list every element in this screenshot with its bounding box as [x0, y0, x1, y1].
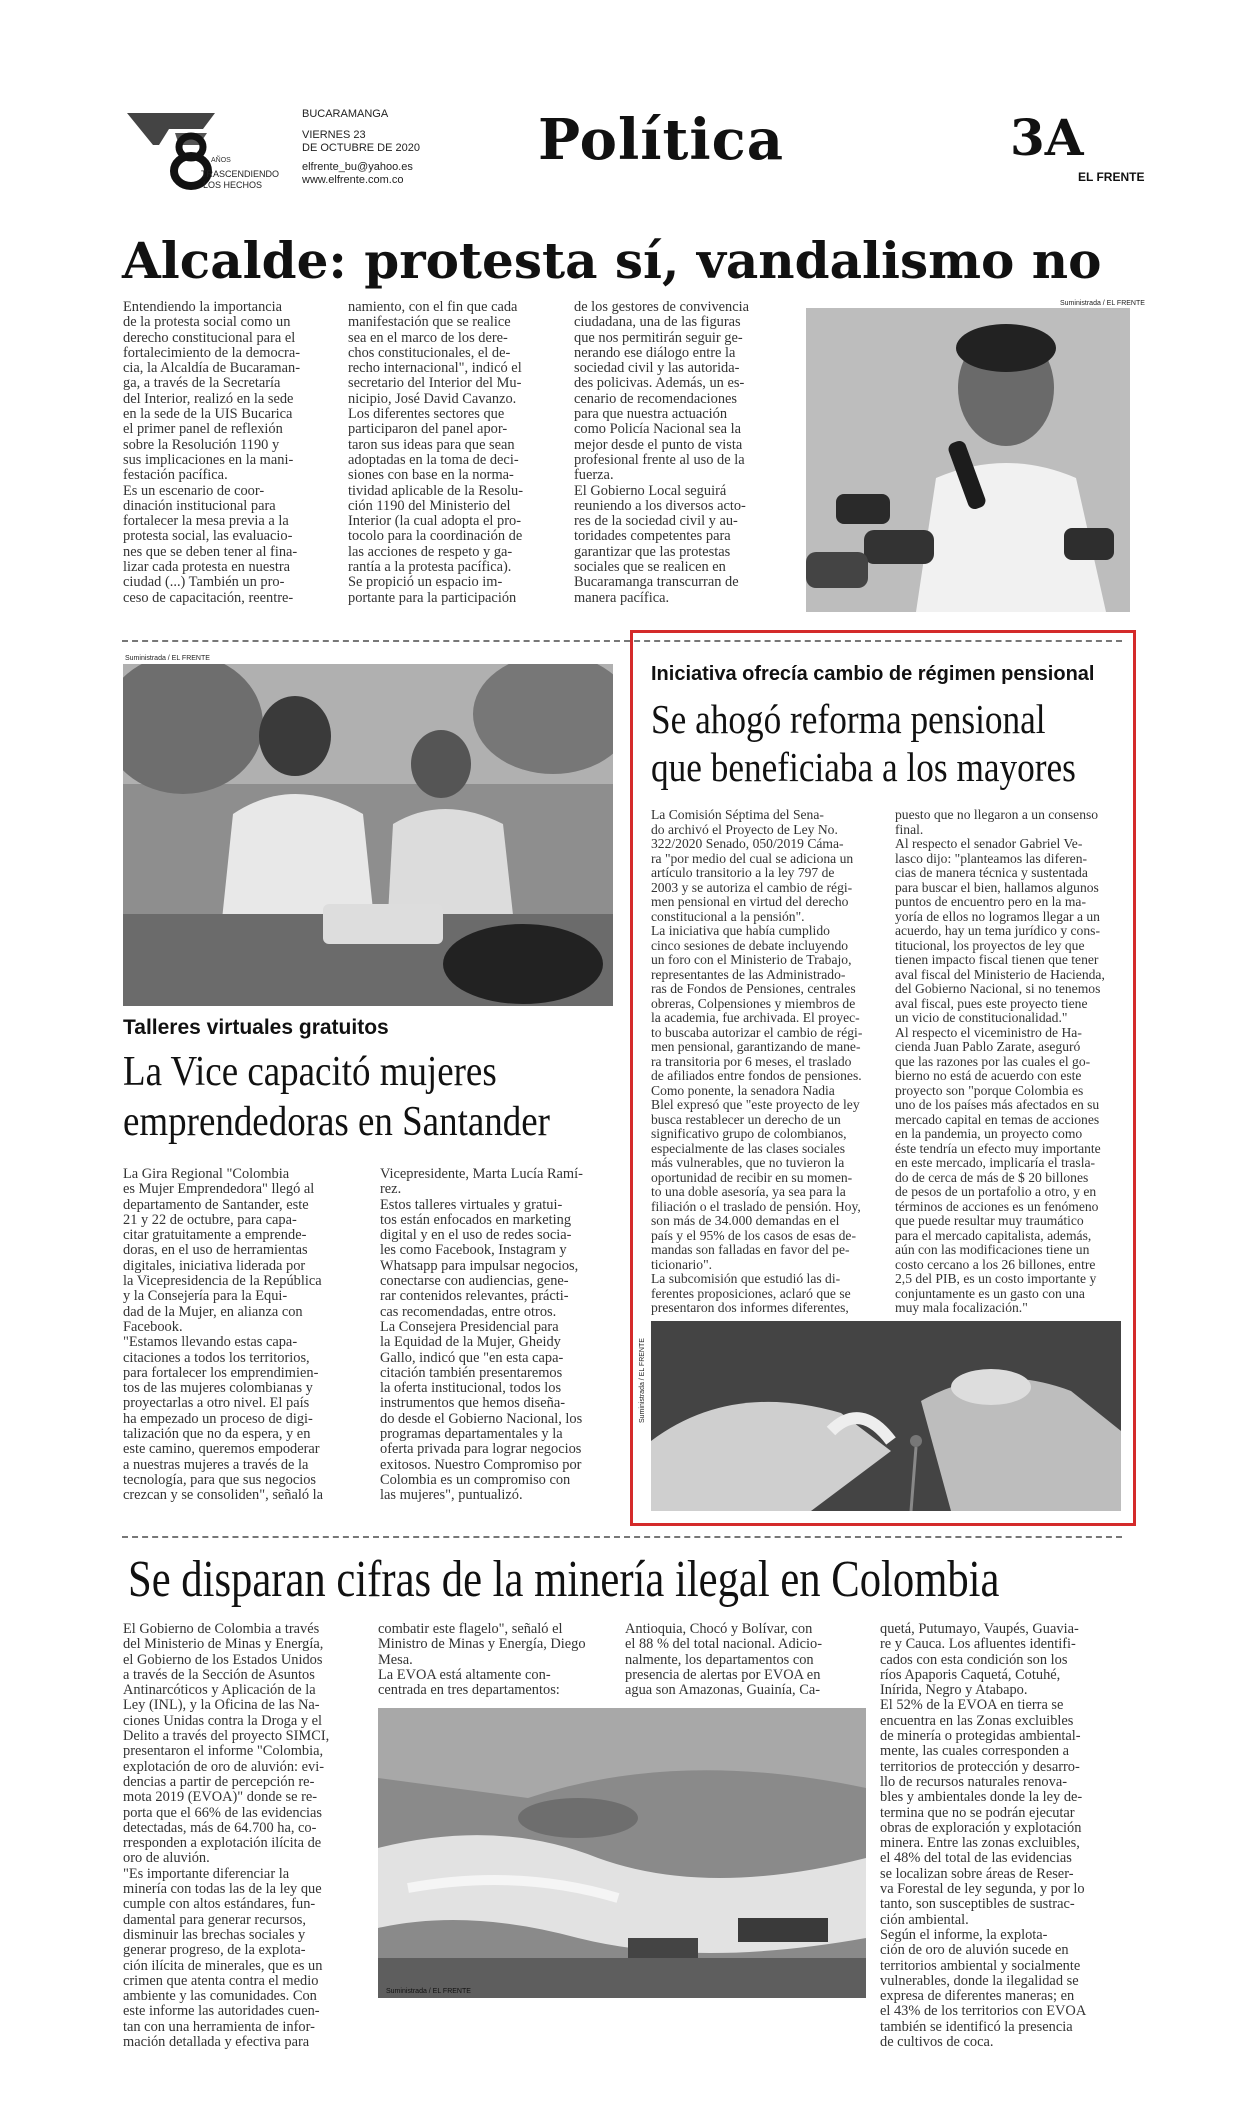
- vice-photo: [123, 664, 613, 1006]
- logo-slogan-1: TRASCENDIENDO: [201, 169, 280, 179]
- article-alcalde: [0, 0, 1240, 640]
- article-mineria-col4: quetá, Putumayo, Vaupés, Guavia- re y Cauca. Los afluentes identifi- cados con esta condición son los ríos Apaporis Caquetá, Cotuhé, Inírida, Negro y Atabapo. El 52% de la EVOA en tierra se encuentra en las Zonas excluibles de minería o protegidas ambiental- mente, las cuales corresponden a territorios de protección y desarro- llo de recursos naturales renova- bles y ambientales donde la ley de- termina que no se podrán ejecutar obras de exploración y explotación minera. Entre las zonas excluibles, el 48% del total de las evidencias se localizan sobre áreas de Reser- va Forestal de ley segunda, y por lo tanto, son susceptibles de sustrac- ción ambiental. Según el informe, la explota- ción de oro de aluvión sucede en territorios ambiental y socialmente vulnerables, donde la ilegalidad se expresa de diferentes maneras; en el 43% de los territorios con EVOA también se identificó la presencia de cultivos de coca.: [880, 1621, 1087, 2051]
- logo-slogan-2: LOS HECHOS: [203, 180, 263, 190]
- article-mineria-col1: El Gobierno de Colombia a través del Ministerio de Minas y Energía, el Gobierno de los Estados Unidos a través de la Sección de Asuntos Antinarcóticos y Aplicación de la Ley (INL), y la Oficina de las Na- ciones Unidas contra la Droga y el Delito a través del proyecto SIMCI, presentaron el informe "Colombia, explotación de oro de aluvión: evi- dencias a partir de percepción re- mota 2019 (EVOA)" donde se re- porta que el 66% de las evidencias detectadas, más de 64.700 ha, co- rresponden a explotación ilícita de oro de aluvión. "Es importante diferenciar la minería con todas las de la ley que cumple con altos estándares, fun- damental para generar recursos, disminuir las brechas sociales y generar progreso, de la explota- ción ilícita de minerales, que es un crimen que atenta contra el medio ambiente y las comunidades. Con este informe las autoridades cuen- tan con una herramienta de infor- mación detallada y efectiva para: [123, 1621, 330, 2051]
- article-pension-headline-2: que beneficiaba a los mayores: [651, 744, 1076, 790]
- masthead-date-2: DE OCTUBRE DE 2020: [302, 142, 420, 154]
- vice-photo-icon: [123, 664, 613, 1006]
- mineria-photo-icon: [378, 1708, 866, 1998]
- article-alcalde-col3: de los gestores de convivencia ciudadana, una de las figuras que nos permitirán seguir ge- nerando ese diálogo entre la sociedad civil y las autorida- des policivas. Además, un es- cenario de recomendaciones para que nuestra actuación como Policía Nacional sea la mejor desde el punto de vista profesional frente al uso de la fuerza. El Gobierno Local seguirá reuniendo a los diversos acto- res de la sociedad civil y au- toridades competentes para garantizar que las protestas sociales que se realicen en Bucaramanga transcurran de manera pacífica.: [574, 299, 750, 606]
- paper-name: EL FRENTE: [1078, 170, 1145, 184]
- masthead-web[interactable]: www.elfrente.com.co: [302, 174, 404, 186]
- masthead-date-1: VIERNES 23: [302, 129, 366, 141]
- article-vice-kicker: Talleres virtuales gratuitos: [123, 1016, 389, 1039]
- article-pension-col2: puesto que no llegaron a un consenso final. Al respecto el senador Gabriel Ve- lasco dijo: "planteamos las diferen- cias de manera técnica y sustentada para buscar el bien, hallamos algunos puntos de encuentro pero en la ma- yoría de ellos no logramos llegar a un acuerdo, hay un tema jurídico y cons- titucional, los proyectos de ley que tienen impacto fiscal tienen que tener aval fiscal del Ministerio de Hacienda, del Gobierno Nacional, si no tenemos aval fiscal, pues este proyecto tiene un vicio de constitucionalidad." Al respecto el viceministro de Ha- cienda Juan Pablo Zarate, aseguró que las razones por las cuales el go- bierno no está de acuerdo con este proyecto son "porque Colombia es uno de los países más afectados en su mercado capital en temas de acciones en la pandemia, un proyecto como éste tendría un efecto muy importante en este mercado, implicaría el trasla- do de cerca de más de $ 20 billones de pesos de un portafolio a otro, y en términos de acciones es un fenómeno que puede resultar muy traumático para el mercado capitalista, además, aún con las modificaciones tiene un costo cercano a los 26 billones, entre 2,5 del PIB, es un costo importante y conjuntamente es un gasto con una muy mala focalización.": [895, 807, 1105, 1315]
- masthead-email[interactable]: elfrente_bu@yahoo.es: [302, 161, 413, 173]
- article-vice-headline-1: La Vice capacitó mujeres: [123, 1049, 497, 1095]
- pension-photo-icon: [651, 1321, 1121, 1511]
- alcalde-photo-icon: [806, 308, 1130, 612]
- article-pension-col1: La Comisión Séptima del Sena- do archivó el Proyecto de Ley No. 322/2020 Senado, 050/2019 Cáma- ra "por medio del cual se adiciona un artículo transitorio a la ley 797 de 2003 y se autoriza el cambio de régi- men pensional en virtud del derecho constitucional a la pensión". La iniciativa que había cumplido cinco sesiones de debate incluyendo un foro con el Ministerio de Trabajo, representantes de las Administrado- ras de Fondos de Pensiones, centrales obreras, Colpensiones y miembros de la academia, fue archivada. El proyec- to buscaba autorizar el cambio de régi- men pensional, garantizando de mane- ra transitoria por 6 meses, el traslado de afiliados entre fondos de pensiones. Como ponente, la senadora Nadia Blel expresó que "este proyecto de ley busca restablecer un derecho de un significativo grupo de colombianos, especialmente de las clases sociales más vulnerables, que no tuvieron la oportunidad de recibir en su momen- to una doble asesoría, ya sea para la filiación o el traslado de pensión. Hoy, son más de 34.000 demandas en el país y el 95% de los casos de esas de- mandas son falladas en favor del pe- ticionario". La subcomisión que estudió las di- ferentes proposiciones, aclaró que se presentaron dos informes diferentes,: [651, 807, 863, 1315]
- article-pension-kicker: Iniciativa ofrecía cambio de régimen pensional: [651, 663, 1095, 685]
- article-alcalde-col1: Entendiendo la importancia de la protesta social como un derecho constitucional para el fortalecimiento de la democra- cia, la Alcaldía de Bucaraman- ga, a través de la Secretaría del Interior, realizó en la sede en la sede de la UIS Bucarica el primer panel de reflexión sobre la Resolución 1190 y sus implicaciones en la mani- festación pacífica. Es un escenario de coor- dinación institucional para fortalecer la mesa previa a la protesta social, las evaluacio- nes que se deben tener al fina- lizar cada protesta en nuestra ciudad (...) También un pro- ceso de capacitación, reentre-: [123, 299, 300, 606]
- article-alcalde-photo-credit: Suministrada / EL FRENTE: [1060, 300, 1145, 307]
- article-vice-col2: Vicepresidente, Marta Lucía Ramí- rez. Estos talleres virtuales y gratui- tos están enfocados en marketing digital y en el uso de redes socia- les como Facebook, Instagram y Whatsapp para impulsar negocios, conectarse con audiencias, gene- rar contenidos relevantes, prácti- cas recomendadas, entre otros. La Consejera Presidencial para la Equidad de la Mujer, Gheidy Gallo, indicó que "en esta capa- citación también presentaremos la oferta institucional, todos los instrumentos que hemos diseña- do desde el Gobierno Nacional, los programas departamentales y la oferta privada para lograr negocios exitosos. Nuestro Compromiso por Colombia es un compromiso con las mujeres", puntualizó.: [380, 1166, 583, 1504]
- article-vice-photo-credit: Suministrada / EL FRENTE: [125, 655, 210, 662]
- page-number: 3A: [1010, 108, 1084, 167]
- alcalde-photo: [806, 308, 1130, 612]
- article-mineria: [0, 1536, 1240, 2126]
- pension-photo: [651, 1321, 1121, 1511]
- article-vice: [0, 640, 630, 1520]
- article-alcalde-headline: Alcalde: protesta sí, vandalismo no: [122, 231, 1102, 290]
- article-pension-box: [630, 630, 1136, 1526]
- article-alcalde-col2: namiento, con el fin que cada manifestación que se realice sea en el marco de los dere- chos constitucionales, el de- recho internacional", indicó el secretario del Interior del Mu- nicipio, José David Cavanzo. Los diferentes sectores que participaron del panel apor- taron sus ideas para que sean adoptadas en la toma de deci- siones con base en la norma- tividad aplicable de la Resolu- ción 1190 del Ministerio del Interior (la cual adopta el pro- tocolo para la coordinación de las acciones de respeto y ga- rantía a la protesta pacífica). Se propició un espacio im- portante para la participación: [348, 299, 524, 606]
- article-mineria-photo-credit: Suministrada / EL FRENTE: [386, 1988, 471, 1995]
- article-pension-headline-1: Se ahogó reforma pensional: [651, 696, 1046, 742]
- article-mineria-col3: Antioquia, Chocó y Bolívar, con el 88 % del total nacional. Adicio- nalmente, los departamentos con presencia de alertas por EVOA en agua son Amazonas, Guainía, Ca-: [625, 1621, 823, 1699]
- article-vice-headline-2: emprendedoras en Santander: [123, 1099, 550, 1145]
- masthead-city: BUCARAMANGA: [302, 108, 389, 120]
- article-vice-col1: La Gira Regional "Colombia es Mujer Emprendedora" llegó al departamento de Santander, este 21 y 22 de octubre, para capa- citar gratuitamente a emprende- doras, en el uso de herramientas digitales, iniciativa liderada por la Vicepresidencia de la República y la Consejería para la Equi- dad de la Mujer, en alianza con Facebook. "Estamos llevando estas capa- citaciones a todos los territorios, para fortalecer los emprendimien- tos de las mujeres colombianas y proyectarlas a otro nivel. El país ha empezado un proceso de digi- talización que no da espera, y en este camino, queremos empoderar a nuestras mujeres a través de la tecnología, para que sus negocios crezcan y se consoliden", señaló la: [123, 1166, 324, 1504]
- article-pension-photo-credit: Suministrada / EL FRENTE: [639, 1338, 646, 1423]
- article-mineria-headline: Se disparan cifras de la minería ilegal en Colombia: [128, 1551, 1000, 1608]
- logo-anios: AÑOS: [211, 157, 231, 164]
- mineria-photo: [378, 1708, 866, 1998]
- section-title: Política: [538, 107, 785, 173]
- article-mineria-col2: combatir este flagelo", señaló el Ministro de Minas y Energía, Diego Mesa. La EVOA está altamente con- centrada en tres departamentos:: [378, 1621, 586, 1699]
